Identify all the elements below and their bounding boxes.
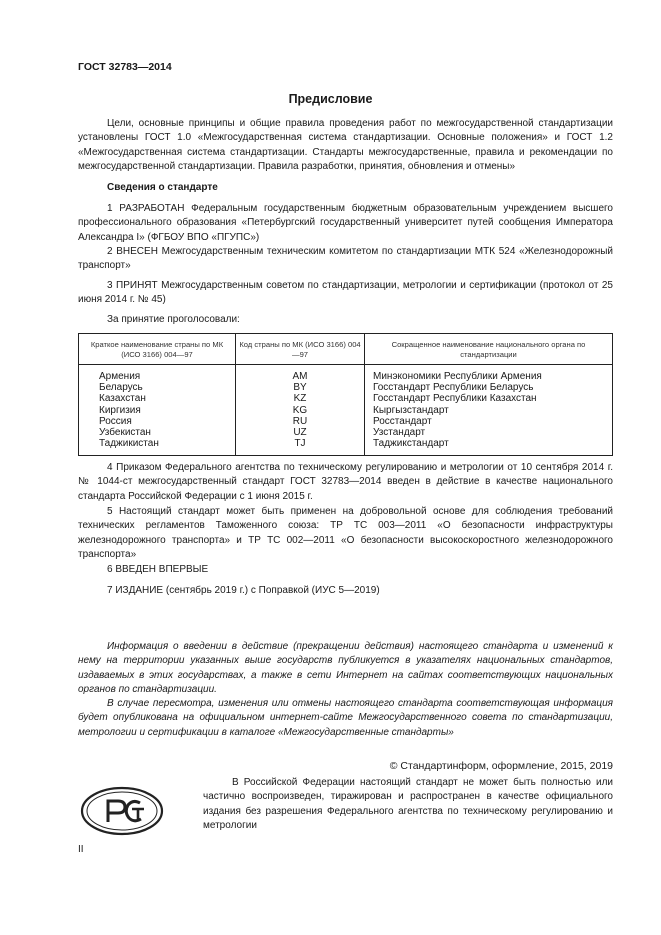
item-4: 4 Приказом Федерального агентства по техническому регулированию и метрологии от 10 сентября 2014 г. № 1044-ст межгосударственный стандарт ГОСТ 32783—2014 введен в действие в качестве национального стандарта Российской Федерации с 1 июня 2015 г.: [78, 462, 613, 502]
country-cell: Киргизия: [79, 405, 236, 416]
table-row: [79, 427, 613, 438]
table-row: [79, 405, 613, 416]
body-cell: Кыргызстандарт: [365, 405, 613, 416]
body-cell: Госстандарт Республики Казахстан: [365, 393, 613, 404]
code-cell: UZ: [236, 427, 365, 438]
note-revision: В случае пересмотра, изменения или отмены настоящего стандарта соответствующая информация будет опубликована на официальном интернет-сайте Межгосударственного совета по стандартизации, метрологии и сертификации в каталоге «Межгосударственные стандарты»: [78, 698, 613, 738]
note-info: Информация о введении в действие (прекращении действия) настоящего стандарта и изменений к нему на территории указанных выше государств публикуется в указателях национальных стандартов, издаваемых в этих государствах, а также в сети Интернет на сайтах соответствующих национальных органов по стандартизации.: [78, 641, 613, 695]
table-header-body: Сокращенное наименование национального органа по стандартизации: [365, 334, 613, 365]
intro-paragraph: Цели, основные принципы и общие правила проведения работ по межгосударственной стандартизации установлены ГОСТ 1.0 «Межгосударственная система стандартизации. Основные положения» и ГОСТ 1.2 «Межгосударственная система стандартизации. Стандарты межгосударственные, правила и рекомендации по межгосударственной стандартизации. Правила разработки, принятия, обновления и отмены»: [78, 118, 613, 172]
country-cell: Армения: [79, 365, 236, 383]
table-header-row: [79, 334, 613, 365]
body-cell: Таджикстандарт: [365, 438, 613, 456]
table-row: [79, 382, 613, 393]
item-5: 5 Настоящий стандарт может быть применен на добровольной основе для соблюдения требований технических регламентов Таможенного союза: ТР ТС 003—2011 «О безопасности инфраструктуры железнодорожного транспорта» и ТР ТС 002—2011 «О безопасности высокоскоростного железнодорожного транспорта»: [78, 506, 613, 560]
page-number: II: [78, 844, 84, 855]
country-cell: Россия: [79, 416, 236, 427]
body-cell: Минэкономики Республики Армения: [365, 365, 613, 383]
item-6: 6 ВВЕДЕН ВПЕРВЫЕ: [107, 564, 209, 575]
body-cell: Узстандарт: [365, 427, 613, 438]
table-row: [79, 416, 613, 427]
table-header-country: Краткое наименование страны по МК (ИСО 3166) 004—97: [79, 334, 236, 365]
table-row: [79, 393, 613, 404]
code-cell: BY: [236, 382, 365, 393]
table-row: [79, 438, 613, 456]
code-cell: AM: [236, 365, 365, 383]
body-cell: Росстандарт: [365, 416, 613, 427]
item-3: 3 ПРИНЯТ Межгосударственным советом по стандартизации, метрологии и сертификации (протокол от 25 июня 2014 г. № 45): [78, 280, 613, 306]
country-cell: Таджикистан: [79, 438, 236, 456]
country-cell: Беларусь: [79, 382, 236, 393]
code-cell: TJ: [236, 438, 365, 456]
item-2: 2 ВНЕСЕН Межгосударственным техническим комитетом по стандартизации МТК 524 «Железнодорожный транспорт»: [78, 246, 613, 272]
document-code: ГОСТ 32783—2014: [78, 61, 172, 73]
country-cell: Казахстан: [79, 393, 236, 404]
table-row: [79, 365, 613, 383]
item-7: 7 ИЗДАНИЕ (сентябрь 2019 г.) с Поправкой (ИУС 5—2019): [107, 585, 380, 596]
code-cell: KZ: [236, 393, 365, 404]
body-cell: Госстандарт Республики Беларусь: [365, 382, 613, 393]
info-heading: Сведения о стандарте: [107, 182, 218, 193]
voted-label: За принятие проголосовали:: [107, 314, 240, 325]
item-1: 1 РАЗРАБОТАН Федеральным государственным бюджетным образовательным учреждением высшего профессионального образования «Петербургский государственный университет путей сообщения Императора Александра I» (ФГБОУ ВПО «ПГУПС»): [78, 203, 613, 243]
table-header-code: Код страны по МК (ИСО 3166) 004—97: [236, 334, 365, 365]
copyright: © Стандартинформ, оформление, 2015, 2019: [389, 760, 613, 772]
copyright-notice: В Российской Федерации настоящий стандарт не может быть полностью или частично воспроизведен, тиражирован и распространен в качестве официального издания без разрешения Федерального агентства по техническому регулированию и метрологии: [203, 777, 613, 831]
page-title: Предисловие: [288, 92, 373, 106]
rst-logo-icon: [78, 785, 166, 837]
country-cell: Узбекистан: [79, 427, 236, 438]
code-cell: RU: [236, 416, 365, 427]
voting-table: [78, 333, 613, 456]
code-cell: KG: [236, 405, 365, 416]
